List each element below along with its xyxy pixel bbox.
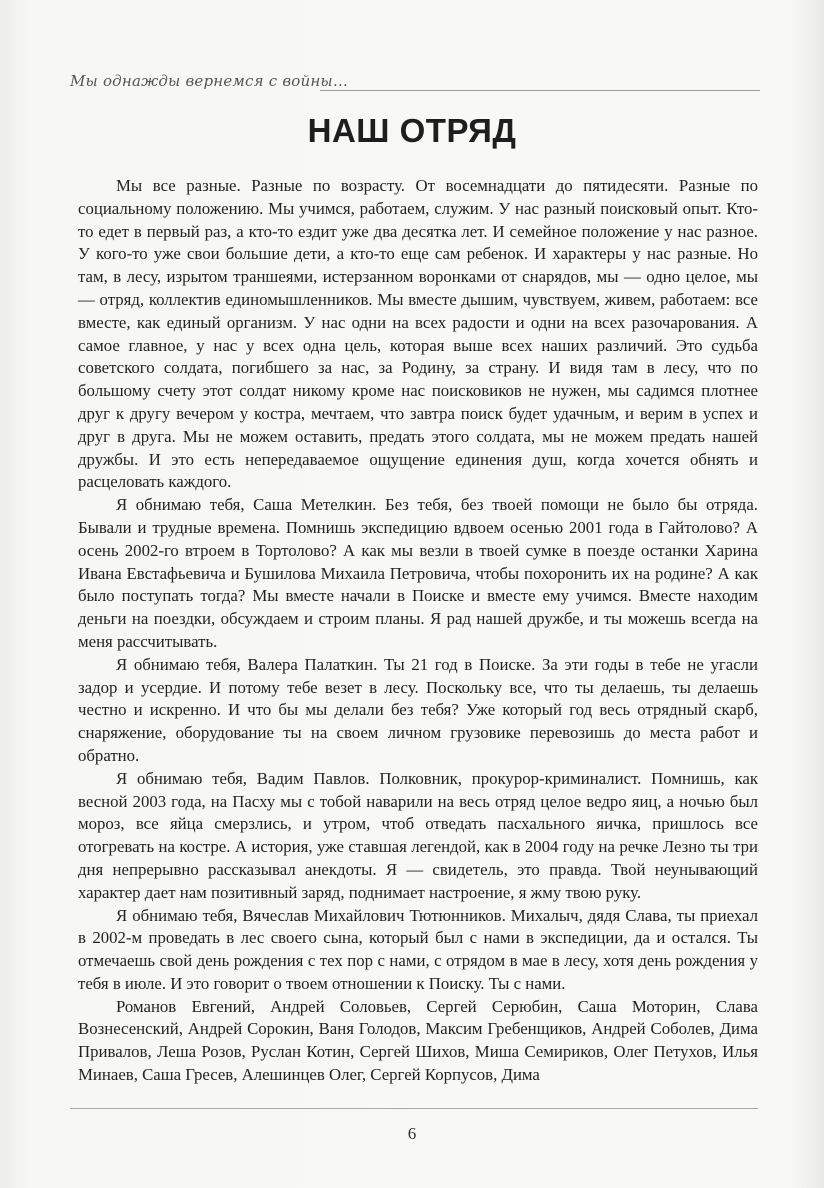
paragraph: Я обнимаю тебя, Саша Метелкин. Без тебя, без твоей помощи не было бы отряда. Бывали и трудные времена. Помнишь экспедицию вдвоем осенью 2001 года в Гайтолово? А осень 2002-го втроем в Тортолово? А как мы везли в твоей сумке в поезде останки Харина Ивана Евстафьевича и Бушилова Михаила Петровича, чтобы похоронить их на родине? А как было поступать тогда? Мы вместе начали в Поиске и вместе ему учимся. Вместе находим деньги на поездки, обсуждаем и строим планы. Я рад нашей дружбе, и ты можешь всегда на меня рассчитывать. [78, 495, 758, 651]
paragraph: Романов Евгений, Андрей Соловьев, Сергей Серюбин, Саша Моторин, Слава Вознесенский, Андрей Сорокин, Ваня Голодов, Максим Гребенщиков, Андрей Соболев, Дима Привалов, Леша Розов, Руслан Котин, Сергей Шихов, Миша Семириков, Олег Петухов, Илья Минаев, Саша Гресев, Алешинцев Олег, Сергей Корпусов, Дима [78, 996, 758, 1085]
paragraph: Мы все разные. Разные по возрасту. От восемнадцати до пятидесяти. Разные по социальному положению. Мы учимся, работаем, служим. У нас разный поисковый опыт. Кто-то едет в первый раз, а кто-то ездит уже два десятка лет. И семейное положение у нас разное. У кого-то уже свои большие дети, а кто-то еще сам ребенок. И характеры у нас разные. Но там, в лесу, изрытом траншеями, истерзанном воронками от снарядов, мы — одно целое, мы — отряд, коллектив единомышленников. Мы вместе дышим, чувствуем, живем, работаем: все вместе, как единый организм. У нас одни на всех радости и одни на всех разочарования. А самое главное, у нас у всех одна цель, которая выше всех наших различий. Это судьба советского солдата, погибшего за нас, за Родину, за страну. И видя там в лесу, что по большому счету этот солдат никому кроме нас поисковиков не нужен, мы садимся плотнее друг к другу вечером у костра, мечтаем, что завтра поиск будет удачным, и верим в успех и друг в друга. Мы не можем оставить, предать этого солдата, мы не можем предать нашей дружбы. И это есть непередаваемое ощущение единения душ, когда хочется обнять и расцеловать каждого. [78, 176, 758, 492]
page-number: 6 [407, 1124, 417, 1143]
footer-divider [70, 1108, 758, 1109]
paragraph: Я обнимаю тебя, Вячеслав Михайлович Тютюнников. Михалыч, дядя Слава, ты приехал в 2002-м проведать в лес своего сына, который был с нами в экспедиции, да и остался. Ты отмечаешь свой день рождения с тех пор с нами, с отрядом в мае в лесу, хотя день рождения у тебя в июле. И это говорит о твоем отношении к Поиску. Ты с нами. [78, 905, 758, 993]
running-title: Мы однажды вернемся с войны… [70, 72, 349, 90]
article-body [78, 175, 758, 1087]
running-header [70, 72, 760, 98]
page-title: НАШ ОТРЯД [307, 112, 517, 149]
header-divider [320, 90, 760, 91]
paragraph: Я обнимаю тебя, Валера Палаткин. Ты 21 год в Поиске. За эти годы в тебе не угасли задор и усердие. И потому тебе везет в лесу. Поскольку все, что ты делаешь, ты делаешь честно и искренно. И что бы мы делали без тебя? Уже который год весь отрядный скарб, снаряжение, оборудование ты на своем личном грузовике перевозишь до места работ и обратно. [78, 654, 758, 765]
paragraph: Я обнимаю тебя, Вадим Павлов. Полковник, прокурор-криминалист. Помнишь, как весной 2003 года, на Пасху мы с тобой наварили на весь отряд целое ведро яиц, а ночью был мороз, все яйца смерзлись, и утром, чтоб отведать пасхального яичка, пришлось все отогревать на костре. А история, уже ставшая легендой, как в 2004 году на речке Лезно ты три дня непрерывно рассказывал анекдоты. Я — свидетель, это правда. Твой неунывающий характер дает нам позитивный заряд, поднимает настроение, я жму твою руку. [78, 768, 758, 902]
